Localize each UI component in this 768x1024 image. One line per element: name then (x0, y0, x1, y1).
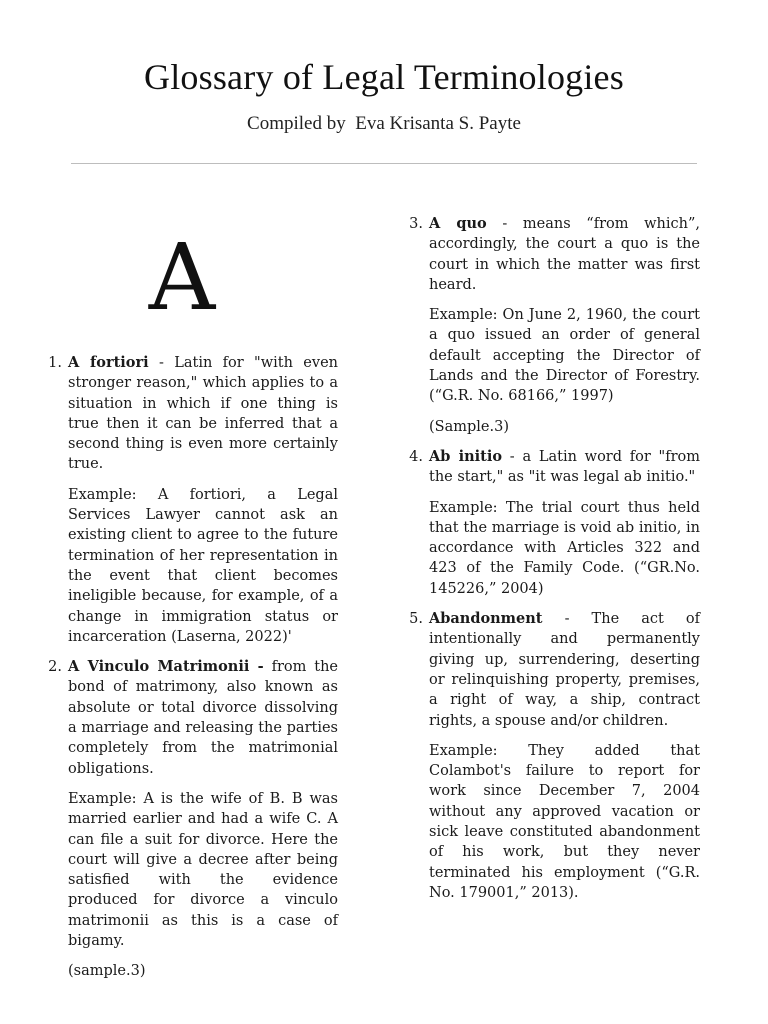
entry-number: 1. (48, 355, 62, 371)
glossary-entry (48, 353, 338, 647)
page-subtitle: Compiled by Eva Krisanta S. Payte (247, 113, 521, 134)
glossary-entry (48, 657, 338, 981)
entry-definition-text: - Latin for "with even stronger reason," which applies to a situation in which if one thing is true then it can be inferred that a second thing is even more certainly true. (68, 355, 338, 473)
entry-definition-text: from the bond of matrimony, also known as absolute or total divorce dissolving a marriage and releasing the parties completely from the matrimonial obligations. (68, 659, 338, 777)
entry-definition (429, 609, 700, 731)
entry-example: Example: A is the wife of B. B was married earlier and had a wife C. A can file a suit for divorce. Here the court will give a decree after being satisfied with the evidence produced for divorce a vinculo matrimonii as this is a case of bigamy. (68, 790, 338, 950)
entry-number: 5. (409, 611, 423, 628)
glossary-entry (409, 447, 701, 599)
entry-number: 2. (48, 659, 62, 676)
entry-example: Example: A fortiori, a Legal Services Lawyer cannot ask an existing client to agree to the future termination of her representation in the event that client becomes ineligible because, for example, of a change in immigration status or incarceration (Laserna, 2022)' (68, 486, 338, 645)
glossary-entry (409, 214, 701, 437)
entry-source-note: (sample.3) (68, 963, 146, 980)
entry-term: A quo (429, 215, 487, 232)
entry-term: A fortiori (68, 354, 149, 371)
entry-definition (429, 447, 700, 488)
entry-example: Example: They added that Colambot's failure to report for work since December 7, 2004 without any approved vacation or sick leave constituted abandonment of his work, but they never terminated his employment (“G.R. No. 179001,” 2013). (429, 742, 700, 901)
entry-term: A Vinculo Matrimonii - (68, 658, 264, 676)
entry-number: 3. (409, 216, 423, 232)
page-title: Glossary of Legal Terminologies (144, 57, 624, 97)
entry-definition-text: - The act of intentionally and permanently giving up, surrendering, deserting or relinquishing property, premises, a right of way, a ship, contract rights, a spouse and/or children. (429, 611, 700, 729)
right-column (409, 214, 701, 903)
header-divider (71, 163, 697, 164)
entry-definition (429, 214, 700, 295)
entry-definition (68, 657, 338, 779)
entry-number: 4. (409, 448, 423, 465)
entry-source-note: (Sample.3) (429, 418, 509, 435)
entry-definition (68, 353, 338, 475)
entry-term: Abandonment (429, 610, 543, 628)
entry-definition-text: - means “from which”, accordingly, the court a quo is the court in which the matter was first heard. (429, 216, 701, 293)
glossary-entry (409, 609, 700, 903)
entry-example: Example: The trial court thus held that the marriage is void ab initio, in accordance with Articles 322 and 423 of the Family Code. (“GR.No. 145226,” 2004) (429, 499, 700, 597)
section-letter: A (148, 224, 216, 331)
entry-definition-text: - a Latin word for "from the start," as "it was legal ab initio." (429, 448, 701, 486)
entry-term: Ab initio (429, 447, 503, 465)
left-column (48, 353, 338, 982)
entry-example: Example: On June 2, 1960, the court a quo issued an order of general default accepting the Director of Lands and the Director of Forestry. (“G.R. No. 68166,” 1997) (429, 307, 700, 405)
